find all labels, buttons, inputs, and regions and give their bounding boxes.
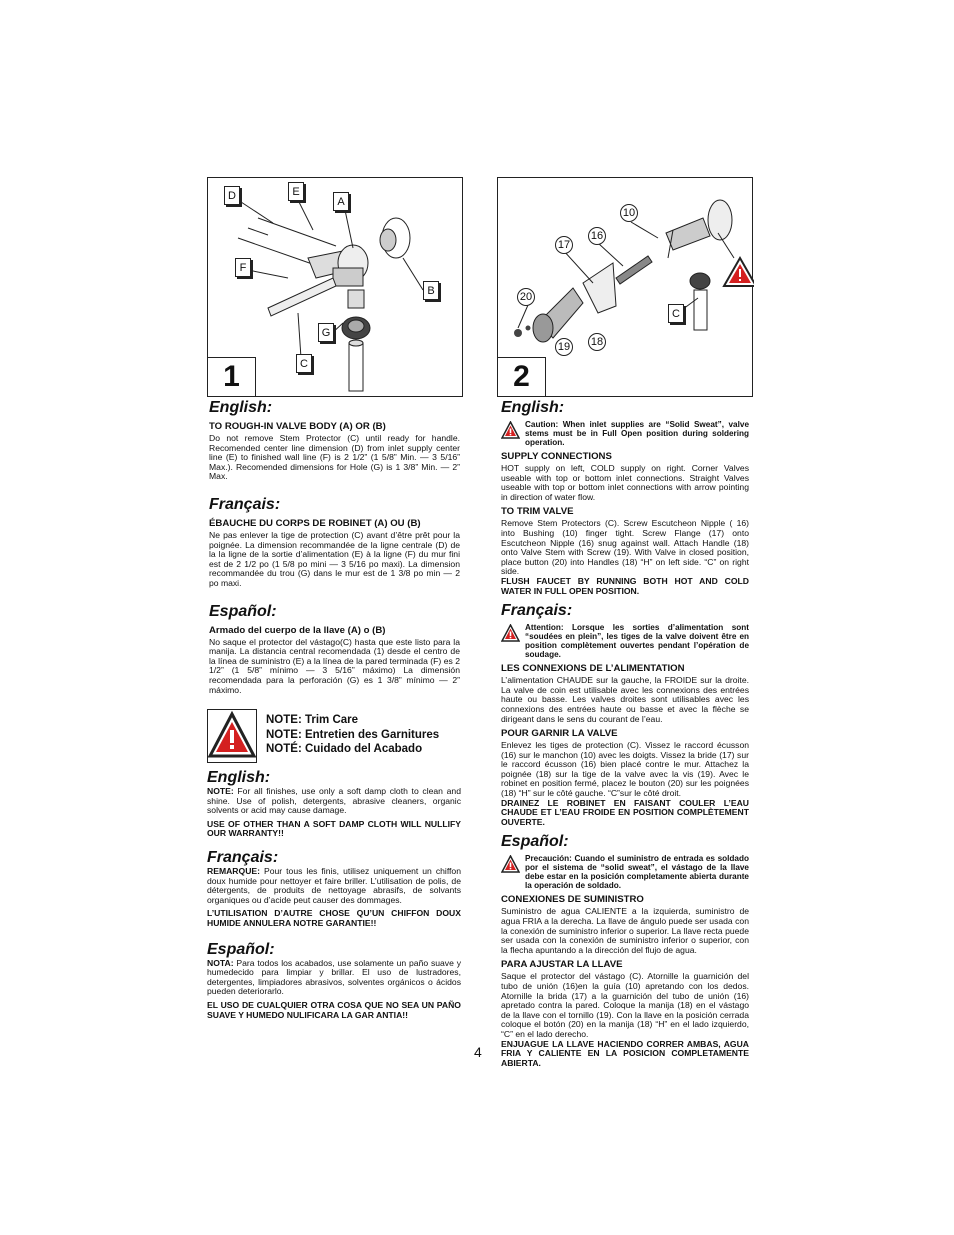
paragraph xyxy=(207,867,461,905)
lang-heading-english: English: xyxy=(209,399,273,416)
label-f: F xyxy=(235,258,251,277)
note-body: For all finishes, use only a soft damp cloth to clean and shine. Use of polish, detergents, abrasive cleaners, organic solvents or acid may cause damage. xyxy=(207,786,461,816)
section-heading: TO TRIM VALVE xyxy=(501,506,574,518)
note-line: NOTE: Trim Care xyxy=(266,714,359,726)
note-body: Pour tous les finis, utilisez uniquement un chiffon doux humide pour nettoyer et faire briller. L’utilisation de polis, de détergents, de produits de nettoyage abrasifs, de solvants organiques ou d’acide peut causer des dommages. xyxy=(207,865,461,905)
paragraph: HOT supply on left, COLD supply on right. Corner Valves useable with top or bottom inlet connections. Straight Valves useable with top or bottom inlet connections with arrow pointing in direction of water flow. xyxy=(501,463,749,502)
left-column-top xyxy=(209,399,460,695)
label-16: 16 xyxy=(588,227,606,245)
warning-icon xyxy=(501,855,520,874)
warning-icon xyxy=(501,624,520,643)
label-a: A xyxy=(333,192,349,211)
figure-1 xyxy=(207,177,463,397)
lang-heading-spanish: Español: xyxy=(209,602,277,620)
paragraph: Suministro de agua CALIENTE a la izquierda, suministro de agua FRIA a la derecha. La llave de ángulo puede ser usada con la conexión de suministro inferior o superior. La llave recta puede ser usada con la conexión de suministro inferior o superior, con la flecha apuntando a la dirección del flujo de agua. xyxy=(501,906,749,955)
figure-2-number: 2 xyxy=(498,357,546,396)
caution-note xyxy=(501,420,749,447)
paragraph: No saque el protector del vástago(C) hasta que este listo para la manija. La distancia central recomendada (1) desde el centro de la línea de suministro (E) a la línea de la pared terminada (F) es 2 1/2” (1 5/8” mínimo — 3 5/16” máximo) La dimensión recomendada para la perforación (G) es 1 3/8” mínimo — 2” máximo. xyxy=(209,636,460,695)
label-10: 10 xyxy=(620,204,638,222)
paragraph: Ne pas enlever la tige de protection (C) avant d’être prêt pour la poignée. La dimension recommandée de la ligne centrale (D) de la la ligne de la sortie d’alimentation (E) à la ligne (F) du mur fini est de 2 1/2 po (1 5/8 po mini — 3 5/16 po maxi). La dimension recommandée du trou (G) dans le mur est de 1 3/8 po min — 2 po maxi. xyxy=(209,529,460,588)
label-d: D xyxy=(224,186,240,205)
caution-text: Precaución: Cuando el suministro de entrada es soldado por el sistema de “solid sweat”, el vástago de la llave debe estar en la posición completamente abierta durante la operación de soldado. xyxy=(525,854,749,891)
label-c: C xyxy=(668,304,684,323)
flush-instruction: ENJUAGUE LA LLAVE HACIENDO CORRER AMBAS, AGUA FRIA Y CALIENTE EN LA POSICION COMPLETAMENTE ABIERTA. xyxy=(501,1038,749,1068)
page-number: 4 xyxy=(474,1044,482,1060)
lang-heading-french: Français: xyxy=(501,602,573,620)
warning-icon xyxy=(208,710,256,762)
paragraph: Saque el protector del vástago (C). Atornille la guarnición del tubo de unión (16)en la guía (10) apretando con los dedos. Atornille la brida (17) a la guarnición del tubo de unión (16) apretado contra la pared. Coloque la manija (18) en el vástago de la llave con el tornillo (19). Con la llave en la posición cerrada coloque el botón (20) en la manija (18) “H” en el lado izquierdo, “C” en el lado derecho. xyxy=(501,971,749,1039)
lang-heading-french: Français: xyxy=(207,848,279,866)
right-column xyxy=(501,399,749,1068)
flush-instruction: DRAINEZ LE ROBINET EN FAISANT COULER L’EAU CHAUDE ET L’EAU FROIDE EN POSITION COMPLÈTEMENT OUVERTE. xyxy=(501,797,749,827)
label-18: 18 xyxy=(588,333,606,351)
figure-2 xyxy=(497,177,753,397)
lang-heading-spanish: Español: xyxy=(501,833,569,851)
note-line: NOTE: Entretien des Garnitures xyxy=(266,728,440,741)
paragraph: L’alimentation CHAUDE sur la gauche, la FROIDE sur la droite. La valve de coin est utilisable avec les connexions des entrées haute ou basse. Les valves droites sont utilisables avec les connexions des entrées haute ou basse et avec la flèche se dirigeant dans le sens du courant de l’eau. xyxy=(501,675,749,724)
caution-text: Caution: When inlet supplies are “Solid Sweat”, valve stems must be in Full Open position during soldering operation. xyxy=(525,420,749,447)
section-heading: PARA AJUSTAR LA LLAVE xyxy=(501,959,623,971)
label-17: 17 xyxy=(555,236,573,254)
section-heading: Armado del cuerpo de la llave (A) o (B) xyxy=(209,624,386,636)
warranty-warning: USE OF OTHER THAN A SOFT DAMP CLOTH WILL NULLIFY OUR WARRANTY!! xyxy=(207,818,461,839)
paragraph xyxy=(207,787,461,816)
section-heading: SUPPLY CONNECTIONS xyxy=(501,451,612,462)
section-heading: POUR GARNIR LA VALVE xyxy=(501,728,618,740)
caution-note xyxy=(501,854,749,890)
trim-care-notes xyxy=(266,713,439,757)
label-19: 19 xyxy=(555,338,573,356)
warranty-warning: L’UTILISATION D’AUTRE CHOSE QU’UN CHIFFON DOUX HUMIDE ANNULERA NOTRE GARANTIE!! xyxy=(207,908,461,928)
note-body: Para todos los acabados, use solamente un paño suave y humedecido para limpiar y brillar. El uso de lustradores, detergentes, limpiadores abrasivos, solventes orgánicos o ácidos pueden deteriorarlo. xyxy=(207,957,461,997)
left-column-bottom xyxy=(207,769,461,1020)
paragraph: Do not remove Stem Protector (C) until ready for handle. Recomended center line dimension (D) from inlet supply center line (E) to finished wall line (F) is 2 1/2” (1 5/8” Min. — 3 5/16” Max.). Recomended dimensions for Hole (G) is 1 3/8” Min. — 2” Max. xyxy=(209,433,460,482)
paragraph: Remove Stem Protectors (C). Screw Escutcheon Nipple ( 16) into Bushing (10) finger tight. Screw Flange (17) onto Escutcheon Nipple (16) snug against wall. Attach Handle (18) onto Valve Stem with Screw (19). With Valve in closed position, place button (20) into Handles (18) “H” on left side. “C” on right side. xyxy=(501,518,749,577)
lang-heading-english: English: xyxy=(501,399,565,416)
paragraph: Enlevez les tiges de protection (C). Vissez le raccord écusson (16) sur le manchon (10) avec les doigts. Vissez la bride (17) sur le raccord écusson (16) bien placé contre le mur. Attachez la poignée (18) sur la tige de la valve avec la vis (19). Avec le robinet en position fermé, placez le bouton (20) sur les poignées (18) “H” sur le côté gauche. “C”sur le côté droit. xyxy=(501,740,749,799)
paragraph xyxy=(207,959,461,997)
label-g: G xyxy=(318,323,334,342)
section-heading: TO ROUGH-IN VALVE BODY (A) OR (B) xyxy=(209,421,386,432)
section-heading: ÉBAUCHE DU CORPS DE ROBINET (A) OU (B) xyxy=(209,517,421,529)
lang-heading-english: English: xyxy=(207,769,271,786)
warning-box xyxy=(207,709,257,763)
note-line: NOTÉ: Cuidado del Acabado xyxy=(266,743,423,755)
label-c: C xyxy=(296,354,312,373)
lang-heading-french: Français: xyxy=(209,495,281,513)
label-b: B xyxy=(423,281,439,300)
warning-icon xyxy=(501,421,520,440)
caution-text: Attention: Lorsque les sorties d’alimentation sont “soudées en plein”, les tiges de la valve doivent être en position complètement ouvertes pendant l’opération de soudage. xyxy=(525,623,749,660)
label-20: 20 xyxy=(517,288,535,306)
note-label: NOTE: xyxy=(207,786,234,796)
figure-1-number: 1 xyxy=(208,357,256,396)
caution-note xyxy=(501,623,749,659)
section-heading: LES CONNEXIONS DE L’ALIMENTATION xyxy=(501,663,685,675)
section-heading: CONEXIONES DE SUMINISTRO xyxy=(501,894,644,906)
label-e: E xyxy=(288,182,304,201)
note-label: NOTA: xyxy=(207,957,234,968)
note-label: REMARQUE: xyxy=(207,865,260,876)
lang-heading-spanish: Español: xyxy=(207,940,275,958)
flush-instruction: FLUSH FAUCET BY RUNNING BOTH HOT AND COLD WATER IN FULL OPEN POSITION. xyxy=(501,575,749,596)
warranty-warning: EL USO DE CUALQUIER OTRA COSA QUE NO SEA UN PAÑO SUAVE Y HUMEDO NULIFICARA LA GAR ANTIA!! xyxy=(207,999,461,1020)
